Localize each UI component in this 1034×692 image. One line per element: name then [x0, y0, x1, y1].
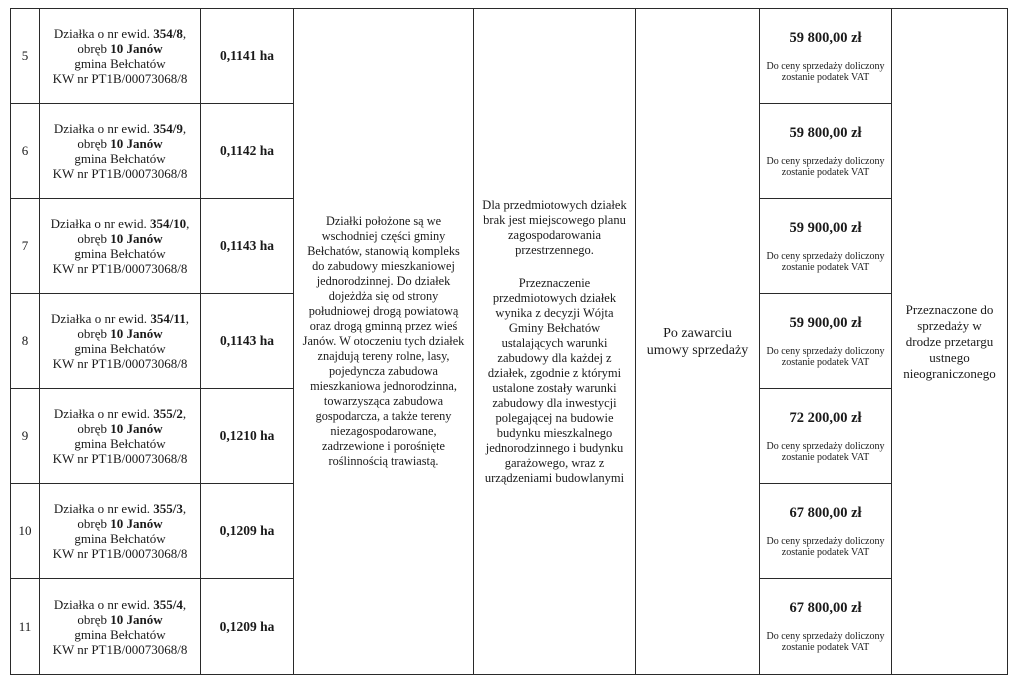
parcel-number: 355/3: [153, 501, 183, 516]
parcel-prefix: Działka o nr ewid.: [50, 216, 150, 231]
price-vat-note: Do ceny sprzedaży doliczony zostanie podatek VAT: [766, 250, 885, 273]
price-vat-note: Do ceny sprzedaży doliczony zostanie podatek VAT: [766, 60, 885, 83]
land-register-number: KW nr PT1B/00073068/8: [52, 261, 188, 276]
obreb-name: 10 Janów: [110, 516, 163, 531]
parcel-suffix: ,: [182, 406, 187, 421]
parcel-designation: [40, 484, 201, 579]
price-value: 72 200,00 zł: [789, 409, 862, 426]
price-value: 59 800,00 zł: [789, 29, 862, 46]
gmina: gmina Bełchatów: [74, 531, 166, 546]
obreb-name: 10 Janów: [110, 41, 163, 56]
land-register-number: KW nr PT1B/00073068/8: [52, 546, 188, 561]
parcel-number: 354/9: [153, 121, 183, 136]
price-cell: [760, 389, 892, 484]
parcel-area: 0,1143 ha: [201, 199, 294, 294]
parcel-area: 0,1209 ha: [201, 579, 294, 675]
obreb-prefix: obręb: [77, 231, 111, 246]
obreb-name: 10 Janów: [110, 231, 163, 246]
price-value: 59 900,00 zł: [789, 314, 862, 331]
land-register-number: KW nr PT1B/00073068/8: [52, 71, 188, 86]
price-cell: [760, 294, 892, 389]
parcel-prefix: Działka o nr ewid.: [51, 311, 151, 326]
sale-form: [892, 9, 1008, 675]
row-number: 7: [11, 199, 40, 294]
parcel-area: 0,1209 ha: [201, 484, 294, 579]
obreb-name: 10 Janów: [110, 421, 163, 436]
parcel-designation: [40, 579, 201, 675]
land-register-number: KW nr PT1B/00073068/8: [52, 641, 188, 657]
price-value: 67 800,00 zł: [789, 504, 862, 521]
parcel-area: 0,1143 ha: [201, 294, 294, 389]
parcel-prefix: Działka o nr ewid.: [53, 121, 154, 136]
obreb-prefix: obręb: [77, 516, 111, 531]
land-register-number: KW nr PT1B/00073068/8: [52, 166, 188, 181]
obreb-name: 10 Janów: [110, 326, 163, 341]
obreb-prefix: obręb: [77, 421, 111, 436]
parcel-designation: [40, 294, 201, 389]
parcel-area: 0,1141 ha: [201, 9, 294, 104]
parcel-suffix: ,: [185, 311, 189, 326]
parcel-sale-table: [10, 8, 1008, 675]
table-row: [11, 9, 1008, 104]
obreb-prefix: obręb: [77, 611, 111, 627]
price-vat-note: Do ceny sprzedaży doliczony zostanie podatek VAT: [766, 440, 885, 463]
price-value: 59 900,00 zł: [789, 219, 862, 236]
row-number: 8: [11, 294, 40, 389]
gmina: gmina Bełchatów: [74, 151, 166, 166]
parcel-prefix: Działka o nr ewid.: [53, 596, 154, 612]
parcel-prefix: Działka o nr ewid.: [53, 501, 154, 516]
parcel-designation: [40, 199, 201, 294]
obreb-name: 10 Janów: [110, 136, 163, 151]
payment-term: [636, 9, 760, 675]
parcel-number: 354/11: [150, 311, 186, 326]
price-cell: [760, 104, 892, 199]
row-number: 6: [11, 104, 40, 199]
property-description-text: Działki położone są we wschodniej części gminy Bełchatów, stanowią kompleks do zabudowy mieszkaniowej jednorodzinnej. Do działek dojeżdża się od strony południowej drogą powiatową oraz drogą gminną przez wieś Janów. W otoczeniu tych działek znajdują tereny rolne, lasy, pojedyncza zabudowa mieszkaniowa jednorodzinna, towarzysząca zabudowa gospodarcza, a także tereny niezagospodarowane, zadrzewione i porośnięte roślinnością trawiastą.: [302, 214, 465, 468]
parcel-area: 0,1142 ha: [201, 104, 294, 199]
parcel-prefix: Działka o nr ewid.: [53, 26, 154, 41]
parcel-designation: [40, 389, 201, 484]
price-vat-note: Do ceny sprzedaży doliczony zostanie podatek VAT: [766, 535, 885, 558]
price-cell: [760, 579, 892, 675]
property-description: [294, 9, 474, 675]
price-value: 59 800,00 zł: [789, 124, 862, 141]
obreb-prefix: obręb: [77, 136, 111, 151]
obreb-prefix: obręb: [77, 41, 111, 56]
parcel-designation: [40, 9, 201, 104]
land-register-number: KW nr PT1B/00073068/8: [52, 451, 188, 466]
sale-form-text: Przeznaczone do sprzedaży w drodze przetargu ustnego nieograniczonego: [903, 301, 996, 381]
parcel-number: 355/4: [153, 596, 183, 612]
planning-purpose-text-2: Przeznaczenie przedmiotowych działek wynika z decyzji Wójta Gminy Bełchatów ustalających warunki zabudowy dla każdej z działek, zgodnie z którymi ustalone zostały warunki zabudowy dla inwestycji polegającej na budowie budynku mieszkalnego jednorodzinnego i budynku garażowego, wraz z urządzeniami budowlanymi: [484, 275, 625, 485]
parcel-suffix: ,: [182, 121, 187, 136]
price-vat-note: Do ceny sprzedaży doliczony zostanie podatek VAT: [766, 155, 885, 178]
land-register-number: KW nr PT1B/00073068/8: [52, 356, 188, 371]
row-number: 10: [11, 484, 40, 579]
obreb-name: 10 Janów: [110, 611, 163, 627]
price-vat-note: Do ceny sprzedaży doliczony zostanie podatek VAT: [766, 345, 885, 368]
parcel-number: 354/8: [153, 26, 183, 41]
price-value: 67 800,00 zł: [789, 600, 862, 616]
row-number: 9: [11, 389, 40, 484]
parcel-number: 355/2: [153, 406, 183, 421]
row-number: 11: [11, 579, 40, 675]
parcel-suffix: ,: [182, 596, 187, 612]
gmina: gmina Bełchatów: [74, 341, 166, 356]
payment-term-text: Po zawarciu umowy sprzedaży: [646, 325, 749, 358]
gmina: gmina Bełchatów: [74, 56, 166, 71]
parcel-area: 0,1210 ha: [201, 389, 294, 484]
parcel-suffix: ,: [182, 501, 187, 516]
parcel-suffix: ,: [182, 26, 187, 41]
parcel-designation: [40, 104, 201, 199]
gmina: gmina Bełchatów: [74, 626, 166, 642]
gmina: gmina Bełchatów: [74, 246, 166, 261]
gmina: gmina Bełchatów: [74, 436, 166, 451]
planning-purpose-text-1: Dla przedmiotowych działek brak jest miejscowego planu zagospodarowania przestrzennego.: [482, 197, 627, 257]
price-cell: [760, 484, 892, 579]
parcel-number: 354/10: [149, 216, 187, 231]
parcel-prefix: Działka o nr ewid.: [53, 406, 154, 421]
obreb-prefix: obręb: [77, 326, 111, 341]
price-vat-note: Do ceny sprzedaży doliczony zostanie podatek VAT: [766, 631, 885, 653]
planning-purpose: [474, 9, 636, 675]
price-cell: [760, 199, 892, 294]
parcel-suffix: ,: [186, 216, 190, 231]
price-cell: [760, 9, 892, 104]
row-number: 5: [11, 9, 40, 104]
